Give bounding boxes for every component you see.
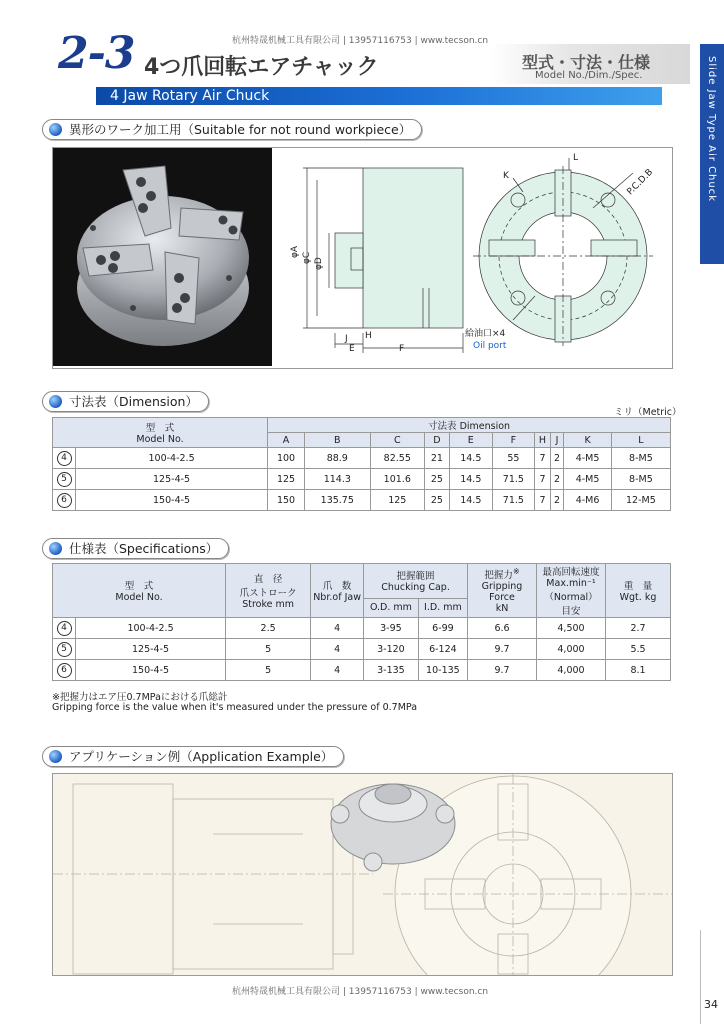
application-drawing <box>53 774 672 975</box>
section-heading-label: 仕様表（Specifications） <box>69 541 219 556</box>
model-cell: 100-4-2.5 <box>76 618 226 639</box>
specifications-table <box>52 563 671 681</box>
dim-l: L <box>573 153 579 163</box>
dim-col-header: D <box>424 433 449 448</box>
dim-col-header: A <box>268 433 305 448</box>
side-tab-label: Slide Jaw Type Air Chuck <box>706 56 717 203</box>
row-number-badge: 6 <box>57 493 72 508</box>
dim-col-header: B <box>304 433 370 448</box>
bullet-icon <box>49 750 62 763</box>
dim-h: H <box>365 331 372 341</box>
spec-cap-header: 把握範囲 Chucking Cap. <box>364 564 468 599</box>
note-en: Gripping force is the value when it's measured under the pressure of 0.7MPa <box>52 702 418 713</box>
table-row: 6 150-4-5 150 135.75 125 25 14.5 71.5 7 2 4-M6 12-M5 <box>53 490 671 511</box>
company-footer: 杭州特晟机械工具有限公司 | 13957116753 | www.tecson.cn <box>232 987 489 997</box>
spec-model-header: 型 式 Model No. <box>53 564 226 618</box>
dim-col-header: C <box>370 433 424 448</box>
page-title-jp: 4つ爪回転エアチャック <box>144 55 379 80</box>
dim-col-header: F <box>492 433 535 448</box>
page-number: 34 <box>704 998 718 1011</box>
section-heading-label: 異形のワーク加工用（Suitable for not round workpiece） <box>69 122 412 137</box>
bullet-icon <box>49 123 62 136</box>
section-heading-label: アプリケーション例（Application Example） <box>69 749 334 764</box>
page-title-en: 4 Jaw Rotary Air Chuck <box>110 88 270 104</box>
title-banner <box>96 87 662 105</box>
side-tab <box>700 44 724 264</box>
technical-drawing <box>273 148 670 366</box>
application-figure <box>52 773 673 976</box>
row-number-badge: 4 <box>57 621 72 636</box>
dim-f: F <box>399 344 405 354</box>
section-heading-workpiece <box>42 119 422 140</box>
model-header-en: Model No./Dim./Spec. <box>535 70 643 81</box>
section-number: 2-3 <box>58 28 135 79</box>
dim-col-header: E <box>450 433 493 448</box>
model-cell: 100-4-2.5 <box>76 448 268 469</box>
dimension-table <box>52 417 671 511</box>
table-row: 5 125-4-5 125 114.3 101.6 25 14.5 71.5 7 2 4-M5 8-M5 <box>53 469 671 490</box>
table-row: 6 150-4-5 5 4 3-135 10-135 9.7 4,000 8.1 <box>53 660 671 681</box>
spec-speed-header: 最高回転速度 Max.min⁻¹ （Normal） 目安 <box>537 564 606 618</box>
table-row: 5 125-4-5 5 4 3-120 6-124 9.7 4,000 5.5 <box>53 639 671 660</box>
model-cell: 125-4-5 <box>76 639 226 660</box>
section-heading-label: 寸法表（Dimension） <box>69 394 198 409</box>
oil-port-en: Oil port <box>473 341 507 351</box>
table-row: 4 100-4-2.5 2.5 4 3-95 6-99 6.6 4,500 2.7 <box>53 618 671 639</box>
dim-a: φA <box>290 245 300 258</box>
spec-od-header: O.D. mm <box>364 598 419 617</box>
dim-col-header: H <box>535 433 551 448</box>
section-heading-specifications <box>42 538 229 559</box>
section-heading-dimension <box>42 391 209 412</box>
row-number-badge: 6 <box>57 663 72 678</box>
row-number-badge: 5 <box>57 642 72 657</box>
model-header-jp: 型式・寸法・仕様 <box>522 53 651 72</box>
bullet-icon <box>49 395 62 408</box>
model-cell: 150-4-5 <box>76 490 268 511</box>
note-jp: ※把握力はエア圧0.7MPaにおける爪総計 <box>52 692 228 703</box>
section-heading-application <box>42 746 344 767</box>
row-number-badge: 4 <box>57 451 72 466</box>
chuck-photo <box>53 148 272 366</box>
dim-j: J <box>345 334 348 344</box>
footer-divider <box>700 930 701 1024</box>
dim-c: φC <box>302 251 312 264</box>
dim-group-header: 寸法表 Dimension <box>268 418 671 433</box>
dim-col-header: L <box>611 433 670 448</box>
row-number-badge: 5 <box>57 472 72 487</box>
company-header: 杭州特晟机械工具有限公司 | 13957116753 | www.tecson.cn <box>232 36 489 46</box>
spec-id-header: I.D. mm <box>418 598 467 617</box>
spec-weight-header: 重 量 Wgt. kg <box>606 564 671 618</box>
spec-stroke-header: 直 径 爪ストローク Stroke mm <box>226 564 311 618</box>
dim-model-header: 型 式 Model No. <box>53 418 268 448</box>
dim-col-header: K <box>564 433 611 448</box>
dim-pcd: P.C.D.B <box>625 167 656 198</box>
dim-k: K <box>503 171 509 181</box>
dim-col-header: J <box>550 433 564 448</box>
unit-label: ミリ（Metric） <box>614 407 682 418</box>
spec-force-header: 把握力※ Gripping Force kN <box>468 564 537 618</box>
dim-d: φD <box>314 257 324 270</box>
model-cell: 125-4-5 <box>76 469 268 490</box>
dim-e: E <box>349 344 355 354</box>
chuck-image <box>53 148 272 366</box>
model-cell: 150-4-5 <box>76 660 226 681</box>
spec-jaw-header: 爪 数 Nbr.of Jaw <box>311 564 364 618</box>
table-row: 4 100-4-2.5 100 88.9 82.55 21 14.5 55 7 2 4-M5 8-M5 <box>53 448 671 469</box>
bullet-icon <box>49 542 62 555</box>
oil-port-jp: 給油口×4 <box>465 329 506 339</box>
